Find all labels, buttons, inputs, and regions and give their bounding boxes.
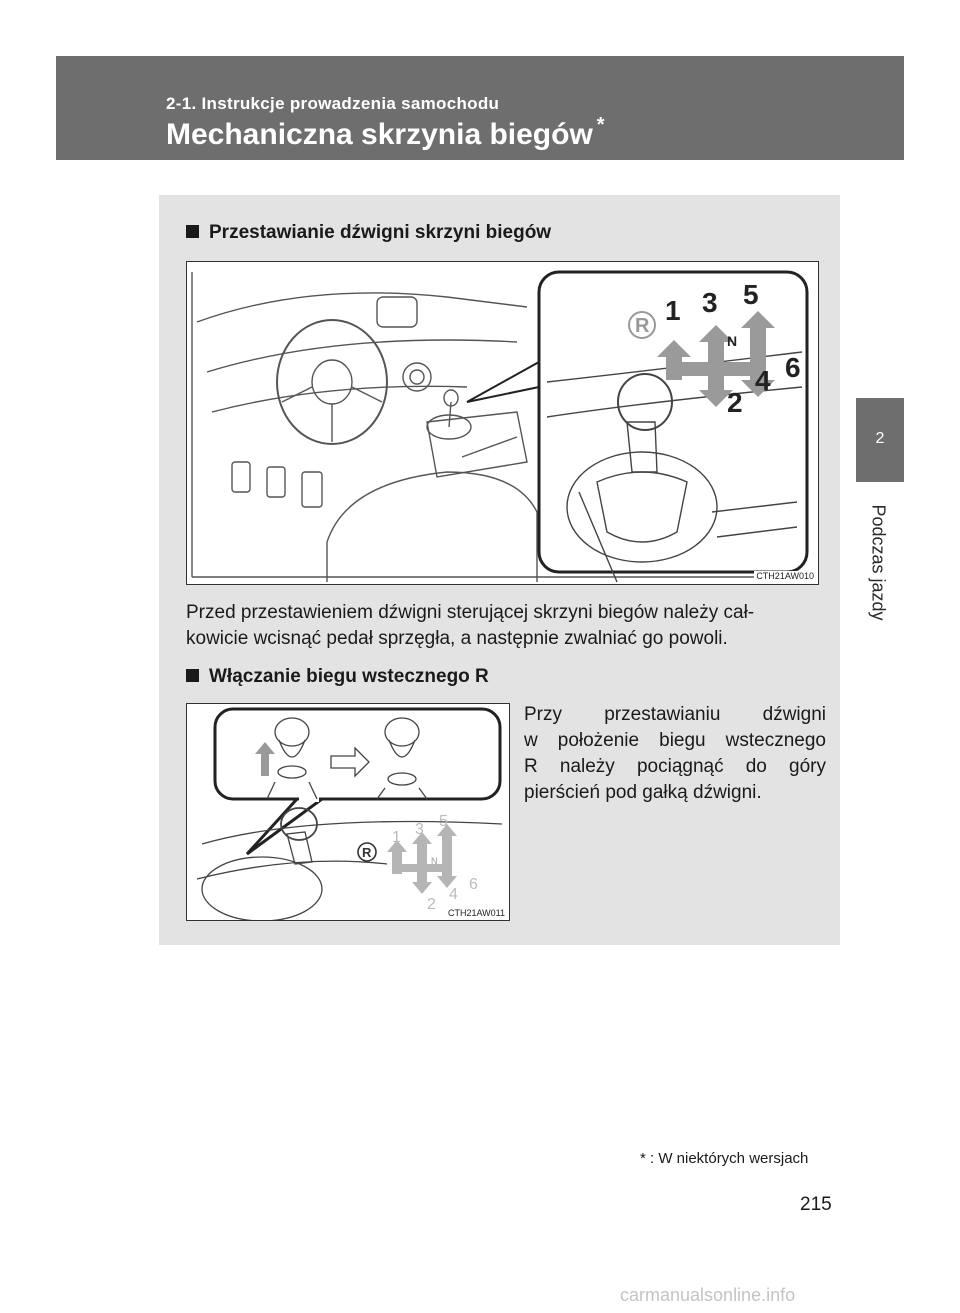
- gear-5-small-label: 5: [439, 813, 448, 830]
- gear-2-small-label: 2: [427, 896, 436, 913]
- section-heading-shifting: [186, 222, 551, 244]
- reverse-gear-illustration: [186, 703, 510, 921]
- instruction-line-1: Przed przestawieniem dźwigni sterującej skrzyni biegów należy cał-: [186, 602, 755, 623]
- reverse-label: R: [635, 315, 650, 337]
- reverse-small-label: R: [362, 845, 372, 860]
- instruction-line-2: kowicie wcisnąć pedał sprzęgła, a następnie zwalniać go powoli.: [186, 628, 728, 649]
- neutral-small-label: N: [431, 856, 438, 866]
- chapter-tab-label: [866, 494, 890, 634]
- chapter-header: [56, 56, 904, 160]
- cockpit-drawing: [187, 262, 818, 584]
- gear-4-label: 4: [755, 365, 771, 396]
- gear-2-label: 2: [727, 387, 743, 418]
- gear-3-small-label: 3: [415, 821, 424, 838]
- section-heading-text: Przestawianie dźwigni skrzyni biegów: [209, 222, 552, 243]
- reverse-line-4: pierścień pod gałką dźwigni.: [524, 782, 762, 803]
- section-label: 2-1. Instrukcje prowadzenia samochodu: [166, 94, 500, 113]
- gear-4-small-label: 4: [449, 886, 458, 903]
- gear-3-label: 3: [702, 287, 718, 318]
- title-text: Mechaniczna skrzynia biegów: [166, 118, 593, 151]
- gear-1-small-label: 1: [392, 829, 401, 846]
- gear-shift-illustration: [186, 261, 819, 585]
- chapter-tab-text: Podczas jazdy: [868, 504, 889, 621]
- title-asterisk: *: [596, 114, 605, 136]
- chapter-tab-number: 2: [875, 430, 885, 447]
- figure-code: CTH21AW010: [756, 571, 814, 581]
- reverse-line-3: R należy pociągnąć do góry: [524, 756, 826, 777]
- reverse-ring-drawing: [187, 704, 509, 920]
- reverse-instruction-paragraph: [524, 702, 826, 806]
- section-heading-reverse: [186, 666, 489, 688]
- page-title: [166, 114, 605, 152]
- bullet-square-icon: [186, 225, 199, 238]
- gear-6-small-label: 6: [469, 876, 478, 893]
- page-number: 215: [800, 1194, 832, 1215]
- chapter-tab[interactable]: [856, 398, 904, 482]
- neutral-label: N: [727, 333, 738, 349]
- gear-1-label: 1: [665, 295, 681, 326]
- gear-6-label: 6: [785, 352, 801, 383]
- footnote: * : W niektórych wersjach: [640, 1150, 809, 1167]
- watermark: carmanualsonline.info: [620, 1285, 796, 1305]
- gear-5-label: 5: [743, 279, 759, 310]
- reverse-line-2: w położenie biegu wstecznego: [524, 730, 826, 751]
- instruction-paragraph: [186, 600, 826, 652]
- section-heading-text: Włączanie biegu wstecznego R: [209, 666, 489, 687]
- bullet-square-icon: [186, 669, 199, 682]
- figure-code: CTH21AW011: [447, 908, 505, 918]
- reverse-line-1: Przy przestawianiu dźwigni: [524, 704, 826, 725]
